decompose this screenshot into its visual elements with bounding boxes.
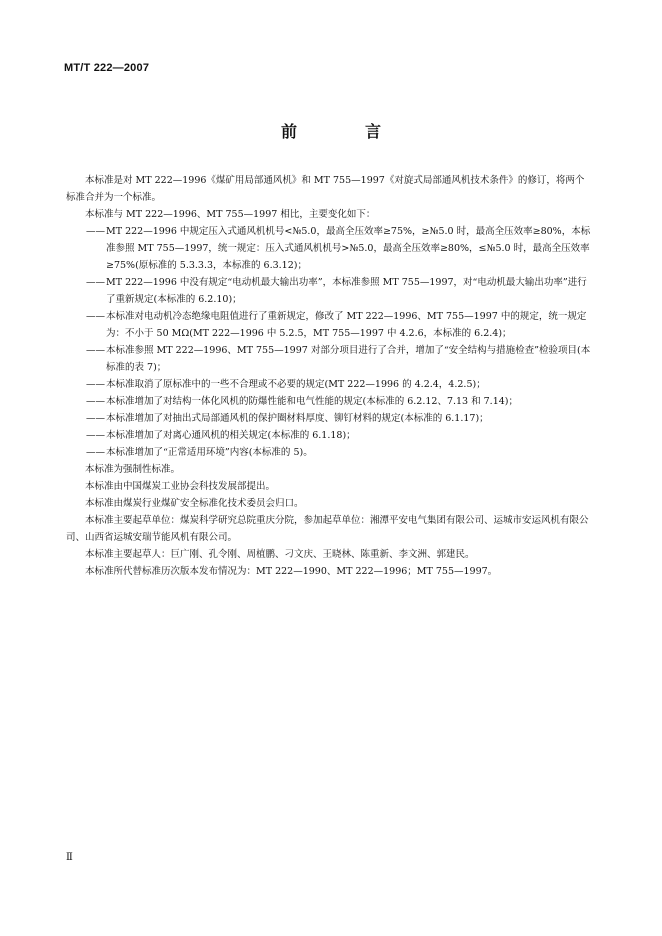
intro-paragraph: 本标准是对 MT 222—1996《煤矿用局部通风机》和 MT 755—1997《对旋式局部通风机技术条件》的修订，将两个标准合并为一个标准。 [66, 175, 585, 203]
outro-paragraph: 本标准由中国煤炭工业协会科技发展部提出。 [85, 481, 276, 492]
change-text: MT 222—1996 中没有规定“电动机最大输出功率”，本标准参照 MT 755—1997，对“电动机最大输出功率”进行了重新规定(本标准的 6.2.10)； [106, 277, 587, 305]
dash-marker: —— [86, 396, 105, 407]
outro-paragraph: 本标准主要起草单位：煤炭科学研究总院重庆分院，参加起草单位：湘潭平安电气集团有限公司、运城市安运风机有限公司、山西省运城安瑞节能风机有限公司。 [66, 515, 589, 543]
change-item [66, 376, 592, 393]
change-text: 本标准取消了原标准中的一些不合理或不必要的规定(MT 222—1996 的 4.2.4，4.2.5)； [106, 379, 486, 390]
change-text: MT 222—1996 中规定压入式通风机机号<№5.0，最高全压效率≥75%，≥№5.0 时，最高全压效率≥80%，本标准参照 MT 755—1997，统一规定：压入式通风机机号>№5.0，最高全压效率≥80%，≤№5.0 时，最高全压效率≥75%(原标准的 5.3.3.3，本标准的 6.3.12)； [106, 226, 591, 271]
change-item [66, 410, 592, 427]
page-number: Ⅱ [66, 852, 73, 863]
change-item [66, 393, 592, 410]
outro-paragraph: 本标准由煤炭行业煤矿安全标准化技术委员会归口。 [85, 498, 304, 509]
change-item [66, 427, 592, 444]
dash-marker: —— [86, 226, 105, 237]
change-text: 本标准增加了对离心通风机的相关规定(本标准的 6.1.18)； [106, 430, 356, 441]
dash-marker: —— [86, 447, 105, 458]
page-title: 前 言 [280, 122, 407, 141]
dash-marker: —— [86, 277, 105, 288]
dash-marker: —— [86, 430, 105, 441]
change-text: 本标准增加了对抽出式局部通风机的保护圈材料厚度、铆钉材料的规定(本标准的 6.1.17)； [106, 413, 489, 424]
change-text: 本标准对电动机冷态绝缘电阻值进行了重新规定，修改了 MT 222—1996、MT 755—1997 中的规定，统一规定为：不小于 50 MΩ(MT 222—1996 中 5.2.5，MT 755—1997 中 4.2.6，本标准的 6.2.4)； [106, 311, 587, 339]
change-item [66, 308, 592, 342]
outro-paragraph: 本标准主要起草人：巨广刚、孔令刚、周植鹏、刁文庆、王晓林、陈重新、李文洲、郭建民。 [85, 549, 475, 560]
document-code: MT/T 222—2007 [64, 62, 150, 74]
change-text: 本标准增加了对结构一体化风机的防爆性能和电气性能的规定(本标准的 6.2.12、7.13 和 7.14)； [106, 396, 518, 407]
change-item [66, 274, 592, 308]
intro-paragraph: 本标准与 MT 222—1996、MT 755—1997 相比，主要变化如下： [85, 209, 376, 220]
change-item [66, 444, 592, 461]
outro-paragraph: 本标准所代替标准历次版本发布情况为：MT 222—1990、MT 222—1996；MT 755—1997。 [85, 566, 498, 577]
dash-marker: —— [86, 379, 105, 390]
dash-marker: —— [86, 345, 105, 356]
dash-marker: —— [86, 311, 105, 322]
outro-paragraph: 本标准为强制性标准。 [85, 464, 181, 475]
change-text: 本标准增加了“正常适用环境”内容(本标准的 5)。 [106, 447, 313, 458]
change-text: 本标准参照 MT 222—1996、MT 755—1997 对部分项目进行了合并，增加了“安全结构与措施检查”检验项目(本标准的表 7)； [106, 345, 591, 373]
change-item [66, 342, 592, 376]
foreword-body [66, 172, 592, 580]
change-item [66, 223, 592, 274]
dash-marker: —— [86, 413, 105, 424]
